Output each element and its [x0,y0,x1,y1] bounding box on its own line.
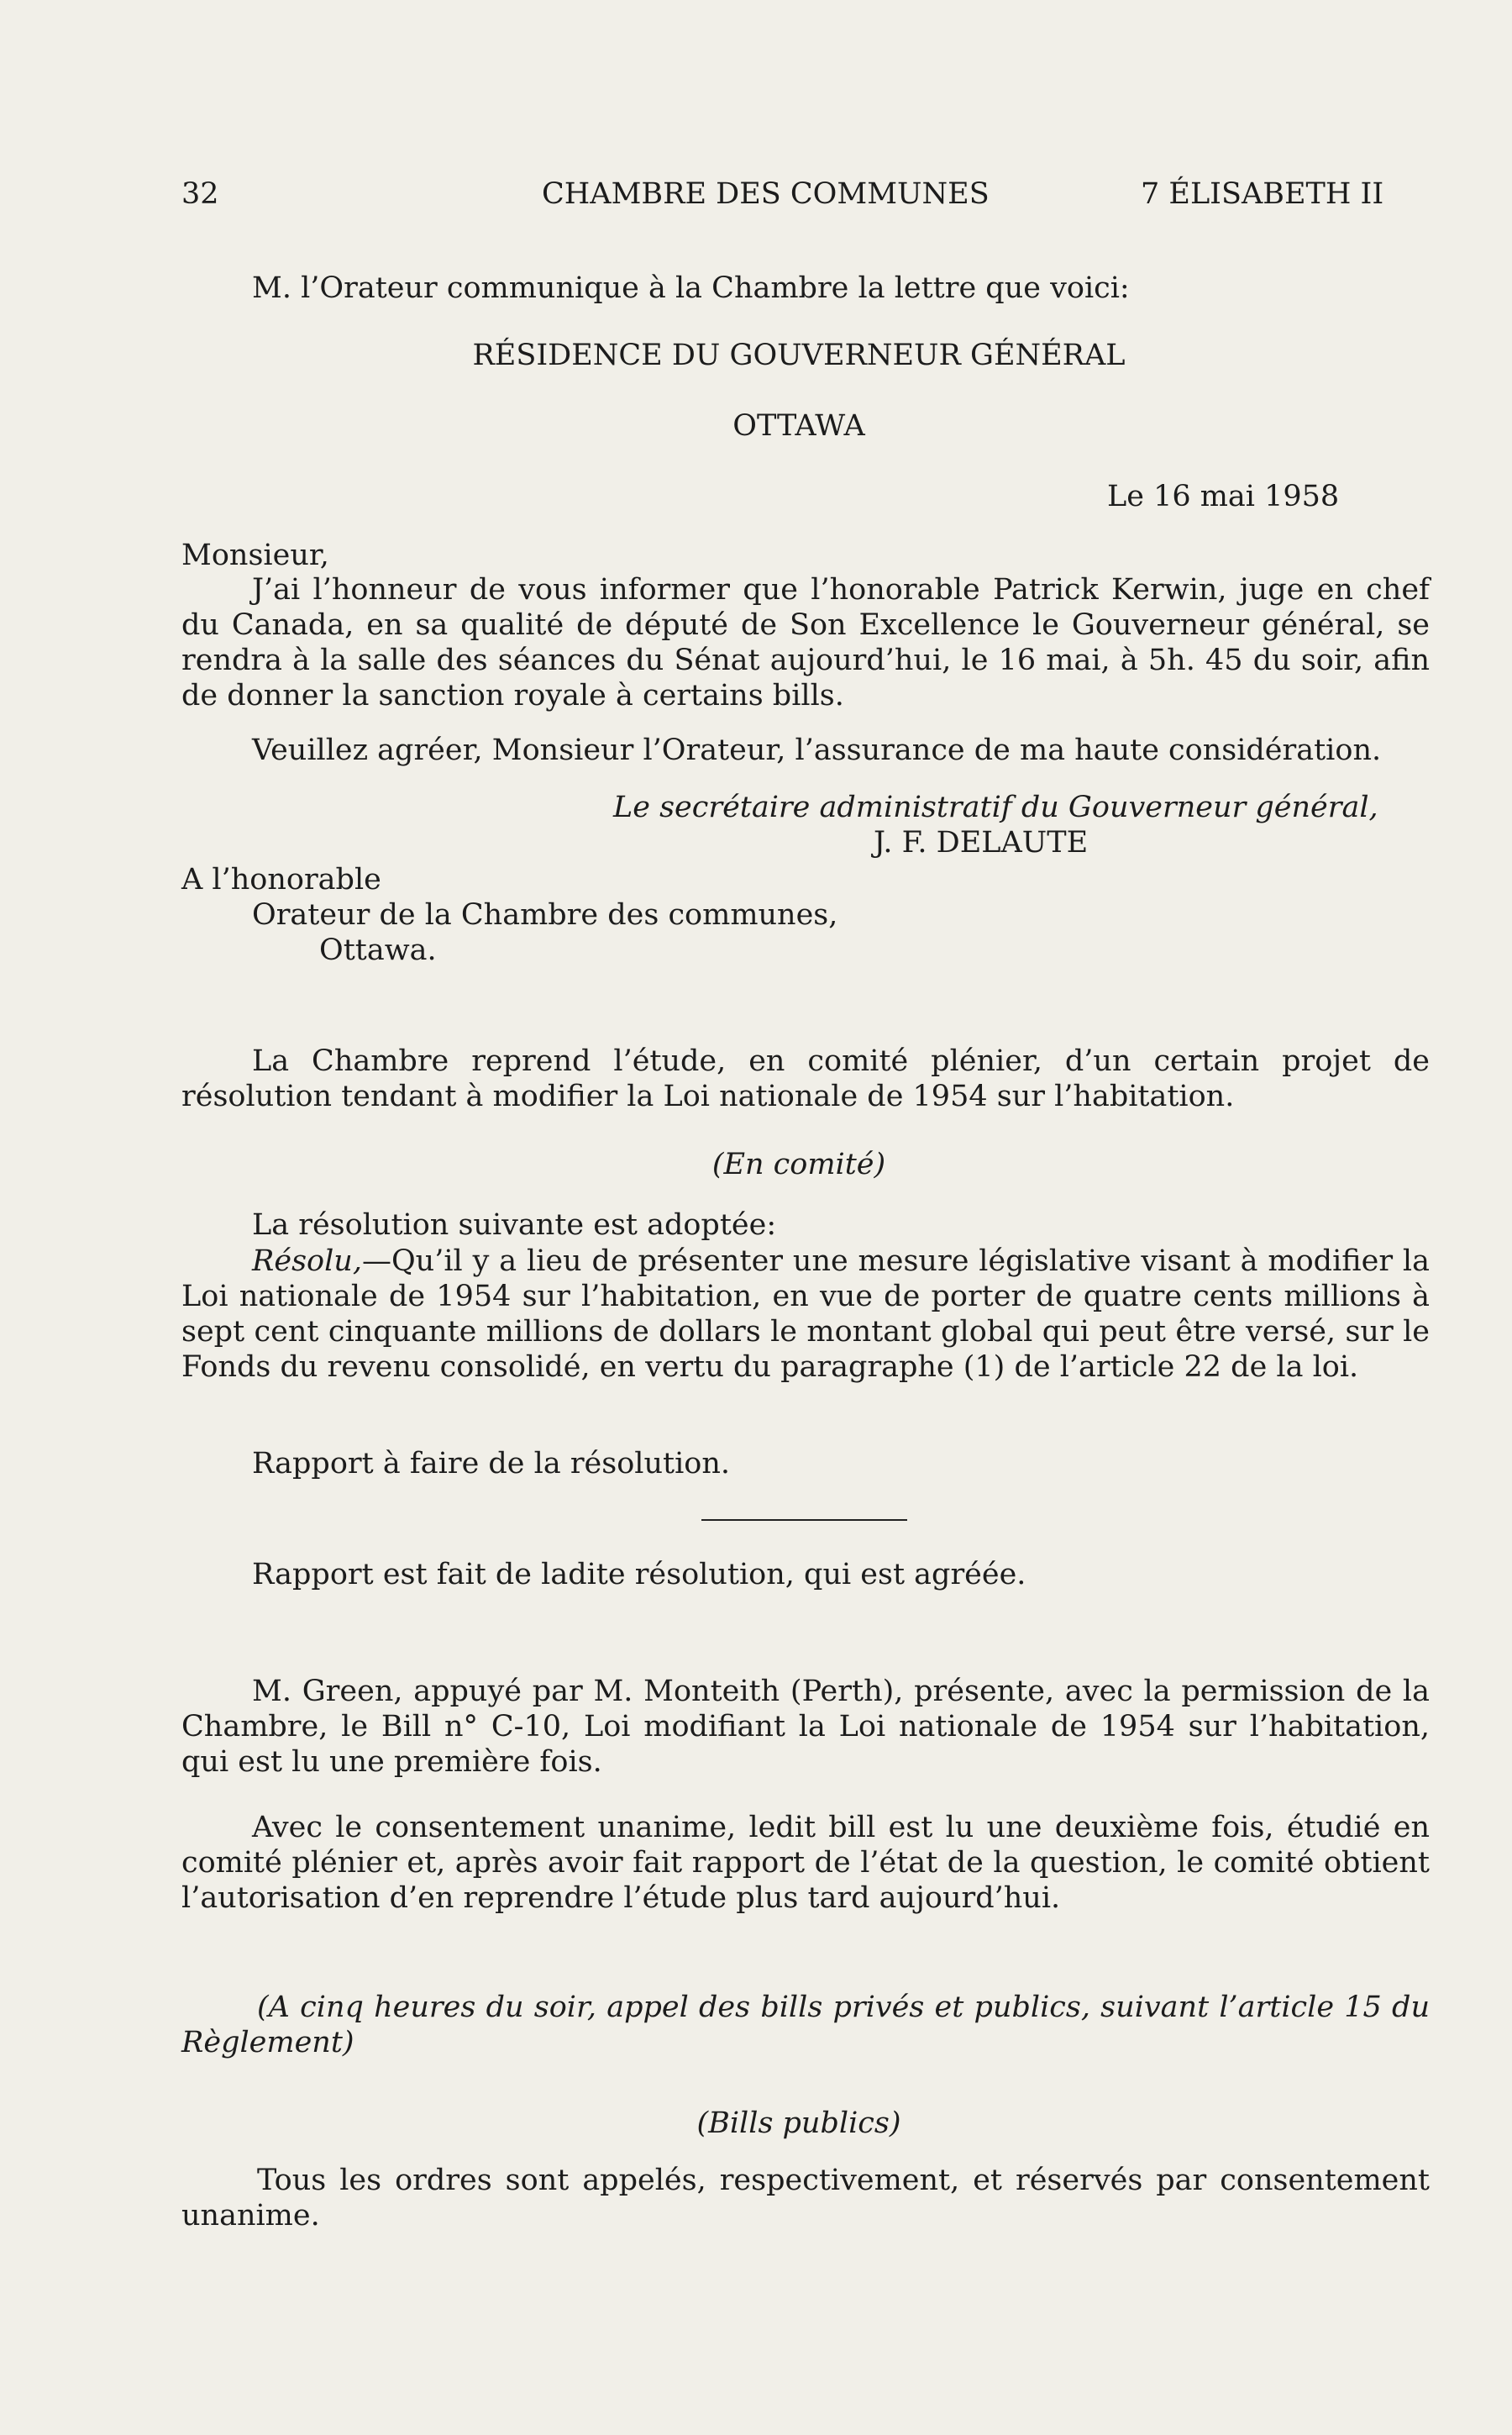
report-to-make: Rapport à faire de la résolution. [252,1447,731,1480]
addressee-line-1: A l’honorable [181,863,381,897]
five-oclock-note: (A cinq heures du soir, appel des bills privés et publics, suivant l’article 15 du Règlement) [181,1991,1430,2059]
running-title: CHAMBRE DES COMMUNES [542,177,990,211]
committee-heading: (En comité) [711,1148,886,1181]
letter-closing: Veuillez agréer, Monsieur l’Orateur, l’assurance de ma haute considération. [252,734,1382,767]
addressee-line-3: Ottawa. [319,934,437,967]
resolu-label: Résolu, [252,1244,362,1278]
orders-reserved: Tous les ordres sont appelés, respectivement, et réservés par consentement unanime. [181,2164,1430,2233]
signature-name: J. F. DELAUTE [874,826,1089,860]
letter-date: Le 16 mai 1958 [1107,480,1340,513]
addressee-line-2: Orateur de la Chambre des communes, [252,898,838,932]
resolution-adopted: La résolution suivante est adoptée: [252,1208,777,1242]
reign-year: 7 ÉLISABETH II [1141,177,1384,211]
committee-resume: La Chambre reprend l’étude, en comité plénier, d’un certain projet de résolution tendant à modifier la Loi nationale de 1954 sur l’habitation. [181,1044,1430,1113]
letter-city: OTTAWA [732,409,865,443]
report-made: Rapport est fait de ladite résolution, qui est agréée. [252,1558,1026,1591]
green-bill: M. Green, appuyé par M. Monteith (Perth), présente, avec la permission de la Chambre, le Bill n° C-10, Loi modifiant la Loi nationale de 1954 sur l’habitation, qui est lu une première fois. [181,1675,1430,1779]
section-divider [701,1519,907,1521]
letter-body: J’ai l’honneur de vous informer que l’honorable Patrick Kerwin, juge en chef du Canada, en sa qualité de député de Son Excellence le Gouverneur général, se rendra à la salle des séances du Sénat aujourd’hui, le 16 mai, à 5h. 45 du soir, afin de donner la sanction royale à certains bills. [181,573,1430,713]
unanimous-consent: Avec le consentement unanime, ledit bill est lu une deuxième fois, étudié en comité plénier et, après avoir fait rapport de l’état de la question, le comité obtient l’autorisation d’en reprendre l’étude plus tard aujourd’hui. [181,1811,1430,1915]
signature-title: Le secrétaire administratif du Gouverneur général, [613,791,1378,824]
resolu-body: —Qu’il y a lieu de présenter une mesure législative visant à modifier la Loi nationale de 1954 sur l’habitation, en vue de porter de quatre cents millions à sept cent cinquante millions de dollars le montant global qui peut être versé, sur le Fonds du revenu consolidé, en vertu du paragraphe (1) de l’article 22 de la loi. [181,1244,1430,1384]
letter-intro: M. l’Orateur communique à la Chambre la lettre que voici: [252,271,1130,305]
public-bills-heading: (Bills publics) [696,2106,901,2140]
page-number: 32 [181,177,219,211]
letter-salutation: Monsieur, [181,539,329,572]
resolution-text [181,1244,1430,1385]
letter-heading: RÉSIDENCE DU GOUVERNEUR GÉNÉRAL [472,339,1126,372]
